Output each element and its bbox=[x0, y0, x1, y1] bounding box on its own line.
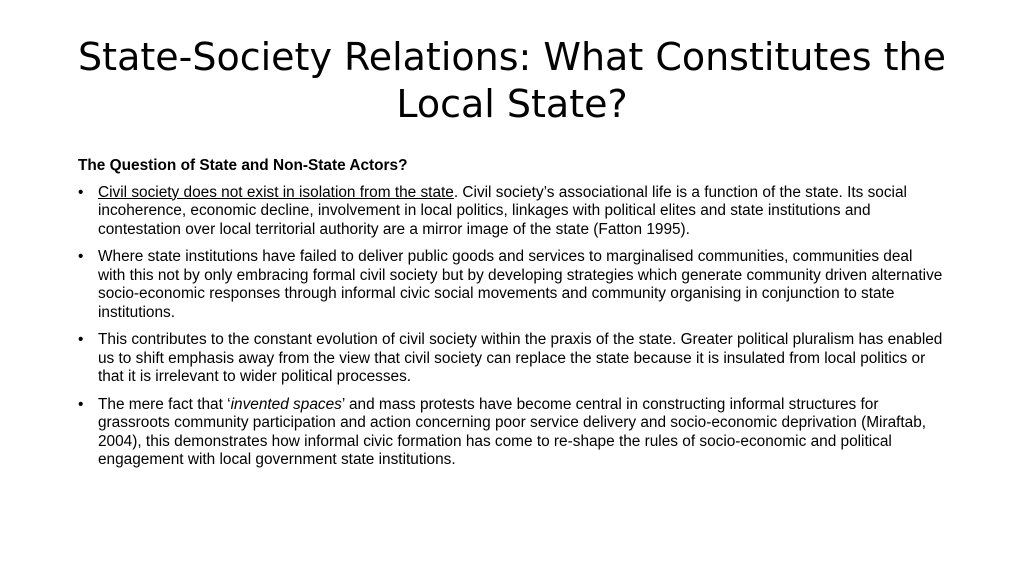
bullet-3-text: This contributes to the constant evolution of civil society within the praxis of the state. Greater political pluralism has enabled us to shift emphasis away from the view that civil society can replace the state because it is insulated from local politics or that it is irrelevant to wider political processes. bbox=[98, 331, 943, 385]
bullet-dot-icon: • bbox=[78, 183, 84, 201]
bullet-4-text-after: ’ and mass protests have become central in constructing informal structures for grassroots community participation and action concerning poor service delivery and socio-economic deprivation (Miraftab, 2004), this demonstrates how informal civic formation has come to re-shape the rules of socio-economic and political engagement with local government state institutions. bbox=[98, 395, 927, 468]
bullet-dot-icon: • bbox=[78, 331, 84, 348]
slide-title-line-2: Local State? bbox=[396, 82, 628, 126]
bullet-item-3 bbox=[78, 331, 944, 387]
bullet-4-italic-text: invented spaces bbox=[230, 395, 342, 413]
bullet-item-2 bbox=[78, 248, 944, 322]
bullet-4-text-before: The mere fact that ‘ bbox=[98, 395, 231, 413]
slide-title bbox=[60, 34, 964, 128]
bullet-item-4 bbox=[78, 396, 944, 470]
bullet-dot-icon: • bbox=[78, 248, 84, 265]
slide-title-line-1: State-Society Relations: What Constitutes the bbox=[78, 35, 946, 79]
bullet-1-underlined-text: Civil society does not exist in isolation from the state bbox=[98, 183, 454, 201]
section-subheading: The Question of State and Non-State Actors? bbox=[78, 157, 408, 174]
bullet-item-1 bbox=[78, 184, 944, 240]
bullet-list bbox=[78, 184, 944, 470]
bullet-dot-icon: • bbox=[78, 395, 84, 413]
slide-body bbox=[78, 157, 944, 479]
bullet-2-text: Where state institutions have failed to deliver public goods and services to marginalised communities, communities deal with this not by only embracing formal civil society but by developing strategies which generate community driven alternative socio-economic responses through informal civic social movements and community organising in conjunction to state institutions. bbox=[98, 248, 943, 321]
bullet-1-text: . Civil society’s associational life is a function of the state. Its social incoherence, economic decline, involvement in local politics, linkages with political elites and state institutions and contestation over local territorial authority are a mirror image of the state (Fatton 1995). bbox=[98, 183, 907, 238]
